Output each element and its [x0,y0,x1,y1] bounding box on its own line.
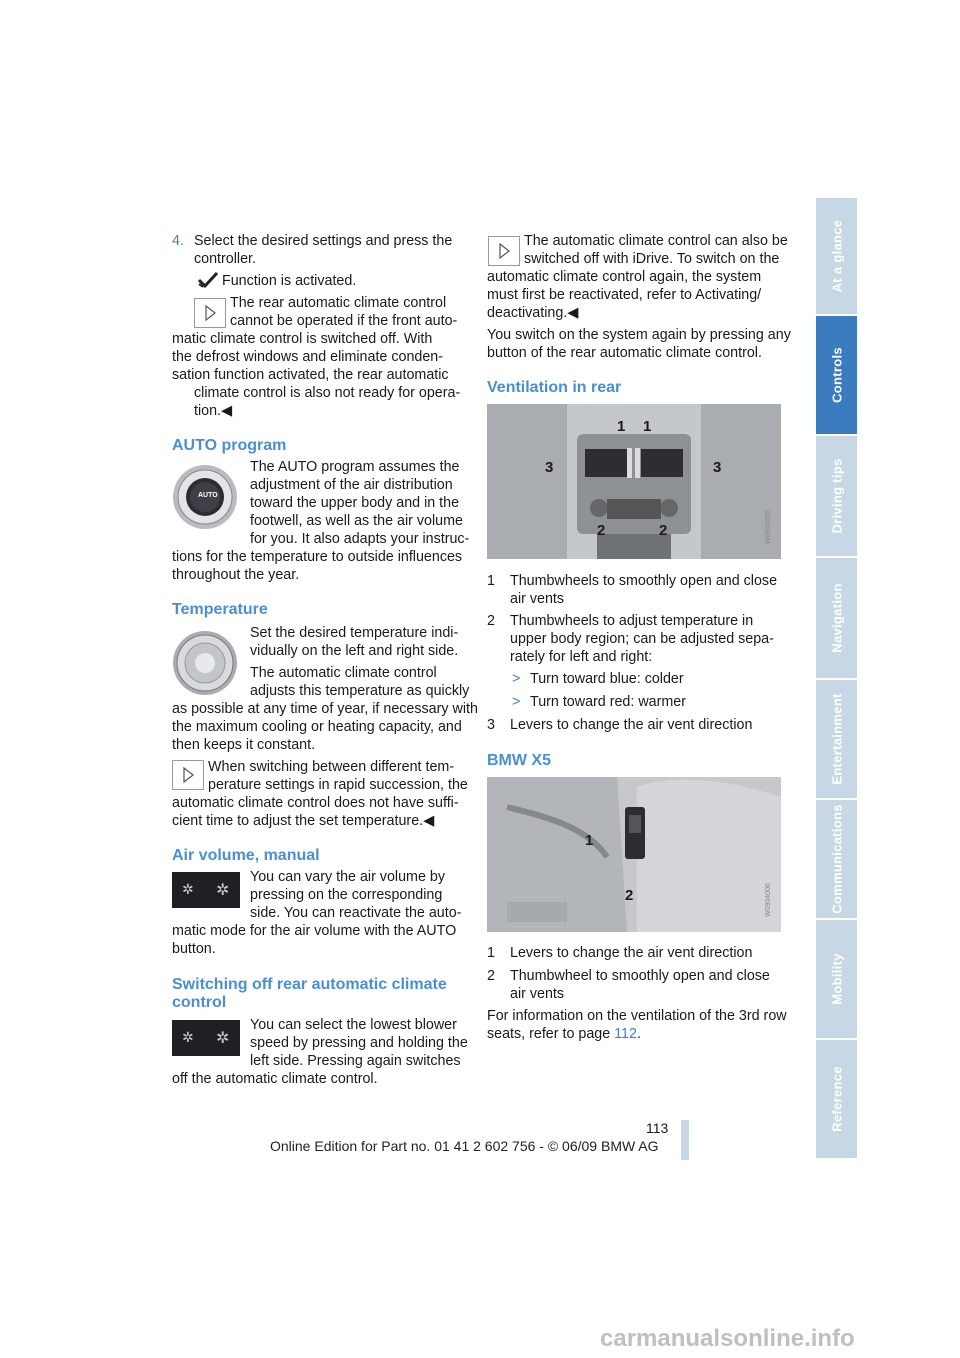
air-volume-text: side. You can reactivate the auto- [250,905,462,921]
item-text: Levers to change the air vent direction [510,717,753,733]
tab-controls[interactable]: Controls [816,316,857,436]
temperature-text: the maximum cooling or heating capacity, and [172,719,462,735]
figure-callout: 1 [617,418,626,435]
fan-icon: ✲ [182,1029,194,1045]
switch-off-text: off the automatic climate control. [172,1071,378,1087]
temperature-heading: Temperature [172,601,268,618]
auto-text: adjustment of the air distribution [250,477,453,493]
figure-code: W0904006 [765,883,772,917]
step-text: Select the desired settings and press the [194,233,453,249]
note-text: climate control is also not ready for opera- [194,385,461,401]
switch-off-text: left side. Pressing again switches [250,1053,461,1069]
info-text: seats, refer to page 112. [487,1026,641,1042]
item-number: 1 [487,573,495,589]
note-text: tion.◀ [194,403,233,419]
note-text: automatic climate control does not have suffi- [172,795,459,811]
note-text: automatic climate control again, the system [487,269,762,285]
note-text: switched off with iDrive. To switch on the [524,251,780,267]
temperature-text: Set the desired temperature indi- [250,625,459,641]
info-text: For information on the ventilation of the 3rd row [487,1008,787,1024]
page-number: 113 [646,1120,669,1136]
figure-code: W0906050 [765,510,772,544]
item-number: 3 [487,717,495,733]
item-text: Thumbwheel to smoothly open and close [510,968,770,984]
figure-callout: 1 [643,418,652,435]
air-volume-heading: Air volume, manual [172,847,320,864]
note-text: When switching between different tem- [208,759,455,775]
air-volume-button-image [172,872,240,908]
temperature-text: adjusts this temperature as quickly [250,683,470,699]
air-volume-text: You can vary the air volume by [250,869,445,885]
fan-icon: ✲ [216,882,230,899]
item-text: Thumbwheels to adjust temperature in [510,613,754,629]
note-icon [194,298,226,328]
step-number: 4. [172,233,184,249]
tab-at-a-glance[interactable]: At a glance [816,198,857,316]
item-text: air vents [510,591,565,607]
air-volume-text: pressing on the corresponding [250,887,443,903]
chapter-sidebar [816,198,857,1160]
item-number: 2 [487,613,495,629]
bmw-x5-heading: BMW X5 [487,752,551,769]
ventilation-heading: Ventilation in rear [487,379,622,396]
watermark: carmanualsonline.info [600,1325,855,1352]
note-text: the defrost windows and eliminate conden- [172,349,444,365]
note-icon [488,236,520,266]
auto-text: for you. It also adapts your instruc- [250,531,470,547]
bullet-mark: > [512,671,521,687]
temperature-text: vidually on the left and right side. [250,643,459,659]
item-text: Levers to change the air vent direction [510,945,753,961]
fan-icon: ✲ [182,881,194,897]
air-volume-text: matic mode for the air volume with the AUTO [172,923,457,939]
note-text: perature settings in rapid succession, the [208,777,468,793]
auto-text: throughout the year. [172,567,300,583]
step-text: controller. [194,251,256,267]
body-text: You switch on the system again by pressing any [487,327,791,343]
tab-entertainment[interactable]: Entertainment [816,680,857,800]
figure-callout: 3 [545,459,554,476]
body-text: button of the rear automatic climate control. [487,345,762,361]
note-icon [172,760,204,790]
temperature-text: The automatic climate control [250,665,437,681]
bullet-text: Turn toward red: warmer [530,694,686,710]
note-text: cannot be operated if the front auto- [230,313,458,329]
tab-mobility[interactable]: Mobility [816,920,857,1040]
item-text: upper body region; can be adjusted sepa- [510,631,774,647]
auto-text: The AUTO program assumes the [250,459,460,475]
auto-text: tions for the temperature to outside influences [172,549,463,565]
checkmark-icon [198,271,218,289]
bullet-mark: > [512,694,521,710]
switch-off-button-image [172,1020,240,1056]
fan-icon: ✲ [216,1030,230,1047]
auto-text: toward the upper body and in the [250,495,460,511]
bullet-text: Turn toward blue: colder [530,671,684,687]
temperature-text: then keeps it constant. [172,737,316,753]
note-text: matic climate control is switched off. With [172,331,433,347]
note-text: must first be reactivated, refer to Activating/ [487,287,762,303]
item-text: rately for left and right: [510,649,653,665]
item-number: 1 [487,945,495,961]
figure-callout: 2 [625,887,634,904]
tab-driving-tips[interactable]: Driving tips [816,436,857,558]
x5-vent-figure [487,777,781,932]
temperature-knob-image [172,630,238,696]
note-text: cient time to adjust the set temperature.◀ [172,813,435,829]
auto-button-label: AUTO [198,492,218,499]
item-number: 2 [487,968,495,984]
edition-text: Online Edition for Part no. 01 41 2 602 756 - © 06/09 BMW AG [270,1138,659,1154]
note-text: The rear automatic climate control [230,295,447,311]
figure-callout: 1 [585,832,594,849]
switch-off-text: speed by pressing and holding the [250,1035,468,1051]
page-marker [681,1120,689,1160]
auto-program-heading: AUTO program [172,437,287,454]
rear-vents-figure [487,404,781,559]
note-text: sation function activated, the rear automatic [172,367,449,383]
tab-navigation[interactable]: Navigation [816,558,857,680]
page-link[interactable]: 112 [614,1026,637,1042]
item-text: air vents [510,986,565,1002]
switch-off-text: You can select the lowest blower [250,1017,457,1033]
figure-callout: 2 [597,522,606,539]
tab-reference[interactable]: Reference [816,1040,857,1160]
figure-callout: 2 [659,522,668,539]
air-volume-text: button. [172,941,216,957]
auto-text: footwell, as well as the air volume [250,513,463,529]
function-activated-text: Function is activated. [222,273,357,289]
item-text: Thumbwheels to smoothly open and close [510,573,778,589]
note-text: The automatic climate control can also be [524,233,788,249]
temperature-text: as possible at any time of year, if necessary with [172,701,478,717]
auto-button-image [172,464,238,530]
note-text: deactivating.◀ [487,305,579,321]
figure-callout: 3 [713,459,722,476]
switch-off-heading: control [172,994,227,1011]
switch-off-heading: Switching off rear automatic climate [172,976,447,993]
tab-communications[interactable]: Communications [816,800,857,920]
